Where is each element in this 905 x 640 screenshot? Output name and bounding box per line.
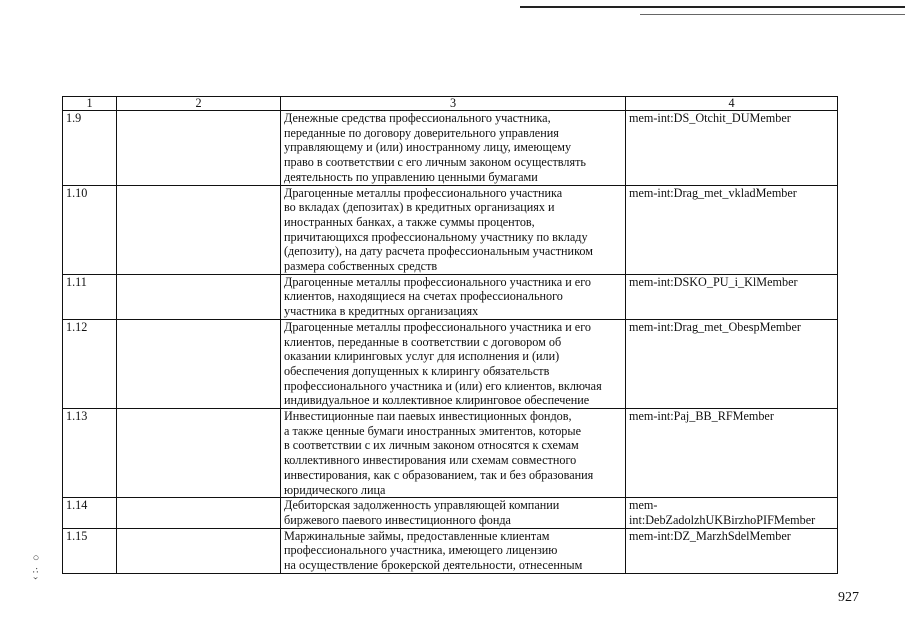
description-line: переданные по договору доверительного управления (284, 125, 559, 140)
table-row (63, 528, 838, 573)
row-description (281, 274, 626, 319)
table-row (63, 319, 838, 408)
row-col2 (117, 111, 281, 186)
description-line: управляющему и (или) иностранному лицу, имеющему (284, 140, 572, 155)
row-member (626, 185, 838, 274)
description-line: профессионального участника, имеющего лицензию (284, 543, 558, 558)
row-description (281, 185, 626, 274)
row-number: 1.15 (63, 528, 117, 573)
description-line: иностранных банках, а также суммы процентов, (284, 214, 535, 229)
page-number: 927 (838, 590, 859, 605)
row-member (626, 409, 838, 498)
description-line: Маржинальные займы, предоставленные клиентам (284, 528, 550, 543)
row-description (281, 319, 626, 408)
description-line: право в соответствии с его личным законом осуществлять (284, 155, 586, 170)
header-col-4: 4 (626, 97, 838, 111)
description-line: юридического лица (284, 482, 386, 497)
description-line: размера собственных средств (284, 259, 438, 274)
description-line: Дебиторская задолженность управляющей компании (284, 498, 560, 513)
member-line: mem-int:DZ_MarzhSdelMember (629, 528, 791, 543)
member-line: mem-int:DSKO_PU_i_KlMember (629, 274, 798, 289)
document-table (62, 96, 838, 574)
row-member (626, 111, 838, 186)
header-col-2: 2 (117, 97, 281, 111)
row-member (626, 319, 838, 408)
row-description (281, 528, 626, 573)
row-member (626, 274, 838, 319)
description-line: Инвестиционные паи паевых инвестиционных фондов, (284, 409, 572, 424)
row-member (626, 528, 838, 573)
description-line: коллективного инвестирования или схемам совместного (284, 453, 577, 468)
row-col2 (117, 274, 281, 319)
description-line: во вкладах (депозитах) в кредитных организациях и (284, 200, 555, 215)
description-line: индивидуальное и коллективное клиринговое обеспечение (284, 393, 590, 408)
row-number: 1.13 (63, 409, 117, 498)
row-number: 1.10 (63, 185, 117, 274)
row-description (281, 409, 626, 498)
description-line: оказании клиринговых услуг для исполнения и (или) (284, 349, 560, 364)
description-line: (депозиту), на дату расчета профессиональным участником (284, 244, 593, 259)
row-col2 (117, 528, 281, 573)
row-number: 1.14 (63, 498, 117, 528)
description-line: биржевого паевого инвестиционного фонда (284, 512, 511, 527)
row-member (626, 498, 838, 528)
description-line: Драгоценные металлы профессионального участника и его (284, 274, 591, 289)
header-col-1: 1 (63, 97, 117, 111)
description-line: обеспечения допущенных к клирингу обязательств (284, 363, 550, 378)
member-line: int:DebZadolzhUKBirzhoPIFMember (629, 512, 816, 527)
member-line: mem- (629, 498, 658, 513)
description-line: профессионального участника и (или) его клиентов, включая (284, 378, 602, 393)
row-number: 1.9 (63, 111, 117, 186)
row-col2 (117, 409, 281, 498)
description-line: причитающихся профессиональному участнику по вкладу (284, 229, 588, 244)
table-row (63, 498, 838, 528)
margin-scan-mark: ○ ·: › (30, 552, 42, 580)
row-col2 (117, 185, 281, 274)
table-row (63, 274, 838, 319)
row-col2 (117, 498, 281, 528)
description-line: Денежные средства профессионального участника, (284, 111, 551, 125)
row-col2 (117, 319, 281, 408)
description-line: инвестирования, как с образованием, так и без образования (284, 467, 594, 482)
header-col-3: 3 (281, 97, 626, 111)
member-line: mem-int:DS_Otchit_DUMember (629, 111, 791, 125)
member-line: mem-int:Drag_met_ObespMember (629, 319, 801, 334)
row-description (281, 111, 626, 186)
row-number: 1.11 (63, 274, 117, 319)
row-description (281, 498, 626, 528)
top-rule (520, 6, 905, 8)
member-line: mem-int:Drag_met_vkladMember (629, 185, 797, 200)
header-row (63, 97, 838, 111)
description-line: клиентов, находящиеся на счетах профессионального (284, 289, 563, 304)
description-line: деятельность по управлению ценными бумагами (284, 169, 538, 184)
top-rule-thin (640, 14, 905, 15)
table-row (63, 185, 838, 274)
description-line: на осуществление брокерской деятельности, отнесенным (284, 558, 583, 573)
description-line: а также ценные бумаги иностранных эмитентов, которые (284, 423, 581, 438)
description-line: участника в кредитных организациях (284, 304, 479, 319)
description-line: Драгоценные металлы профессионального участника (284, 185, 563, 200)
table-row (63, 111, 838, 186)
description-line: в соответствии с их личным законом относятся к схемам (284, 438, 579, 453)
description-line: клиентов, переданные в соответствии с договором об (284, 334, 562, 349)
member-line: mem-int:Paj_BB_RFMember (629, 409, 774, 424)
table-row (63, 409, 838, 498)
row-number: 1.12 (63, 319, 117, 408)
description-line: Драгоценные металлы профессионального участника и его (284, 319, 591, 334)
